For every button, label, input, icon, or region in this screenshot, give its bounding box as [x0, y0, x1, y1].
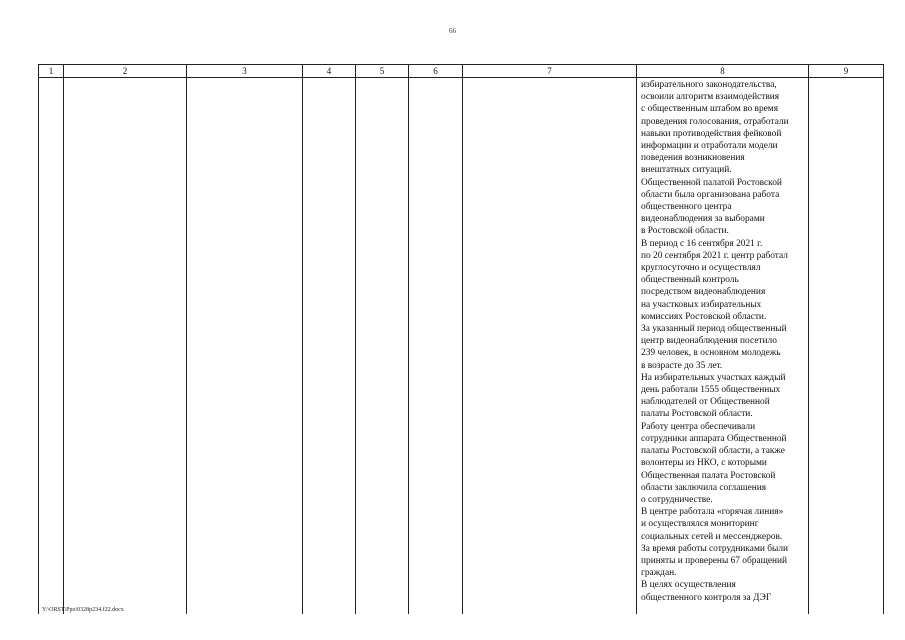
page-number: 66 [449, 27, 456, 35]
text-line: проведения голосования, отработали [641, 116, 789, 127]
text-line: общественного центра [641, 202, 732, 213]
text-line: и осуществлялся мониторинг [641, 519, 759, 530]
column-number-2: 2 [64, 65, 187, 78]
column-number-4: 4 [303, 65, 356, 78]
text-line: палаты Ростовской области. [641, 409, 753, 420]
text-line: приняты и проверены 67 обращений [641, 555, 788, 566]
column-number-row [39, 65, 884, 78]
text-line: граждан. [641, 568, 677, 579]
column-number-5: 5 [356, 65, 409, 78]
text-line: внештатных ситуаций. [641, 165, 732, 176]
column-number-1: 1 [39, 65, 64, 78]
text-line: социальных сетей и мессенджеров. [641, 531, 783, 542]
column-number-9: 9 [809, 65, 884, 78]
cell-col-1 [39, 78, 64, 615]
cell-col-4 [303, 78, 356, 615]
text-line: видеонаблюдения за выборами [641, 214, 765, 225]
text-line: центр видеонаблюдения посетило [641, 336, 777, 347]
text-line: общественный контроль [641, 275, 739, 286]
text-line: круглосуточно и осуществлял [641, 263, 761, 274]
cell-col-2 [64, 78, 187, 615]
text-line: палаты Ростовской области, а также [641, 446, 785, 457]
text-line: посредством видеонаблюдения [641, 287, 766, 298]
column-number-8: 8 [637, 65, 809, 78]
text-line: комиссиях Ростовской области. [641, 311, 767, 322]
text-line: волонтеры из НКО, с которыми [641, 458, 767, 469]
text-line: В центре работала «горячая линия» [641, 507, 784, 518]
column-number-6: 6 [409, 65, 463, 78]
text-line: в Ростовской области. [641, 226, 729, 237]
column-number-7: 7 [463, 65, 637, 78]
text-line: информации и отработали модели [641, 141, 778, 152]
cell-col-8 [637, 78, 809, 615]
document-table [38, 64, 884, 614]
text-line: области заключила соглашения [641, 482, 767, 493]
text-line: с общественным штабом во время [641, 104, 779, 115]
text-line: В целях осуществления [641, 580, 736, 591]
text-line: день работали 1555 общественных [641, 385, 781, 396]
cell-col-9 [809, 78, 884, 615]
text-line: в возрасте до 35 лет. [641, 360, 723, 371]
text-line: За время работы сотрудниками были [641, 543, 789, 554]
column-number-3: 3 [187, 65, 303, 78]
text-line: 239 человек, в основном молодежь [641, 348, 781, 359]
text-line: освоили алгоритм взаимодействия [641, 92, 780, 103]
text-line: общественного контроля за ДЭГ [641, 592, 772, 603]
text-line: по 20 сентября 2021 г. центр работал [641, 250, 788, 261]
text-line: о сотрудничестве. [641, 494, 713, 505]
text-line: поведения возникновения [641, 153, 745, 164]
cell-col-6 [409, 78, 463, 615]
text-line: На избирательных участках каждый [641, 372, 786, 383]
column-8-text [637, 78, 808, 604]
cell-col-3 [187, 78, 303, 615]
text-line: За указанный период общественный [641, 324, 787, 335]
table-row [39, 78, 884, 615]
text-line: области была организована работа [641, 189, 780, 200]
text-line: на участковых избирательных [641, 299, 762, 310]
text-line: Работу центра обеспечивали [641, 421, 756, 432]
cell-col-7 [463, 78, 637, 615]
text-line: избирательного законодательства, [641, 80, 777, 90]
text-line: Общественной палатой Ростовской [641, 177, 782, 188]
text-line: наблюдателей от Общественной [641, 397, 770, 408]
text-line: Общественная палата Ростовской [641, 470, 776, 481]
cell-col-5 [356, 78, 409, 615]
text-line: сотрудники аппарата Общественной [641, 433, 787, 444]
text-line: навыки противодействия фейковой [641, 128, 782, 139]
text-line: В период с 16 сентября 2021 г. [641, 238, 763, 249]
footer-file-path: Y:\ORST\Ppo\0328p234.f22.docx [42, 607, 124, 613]
